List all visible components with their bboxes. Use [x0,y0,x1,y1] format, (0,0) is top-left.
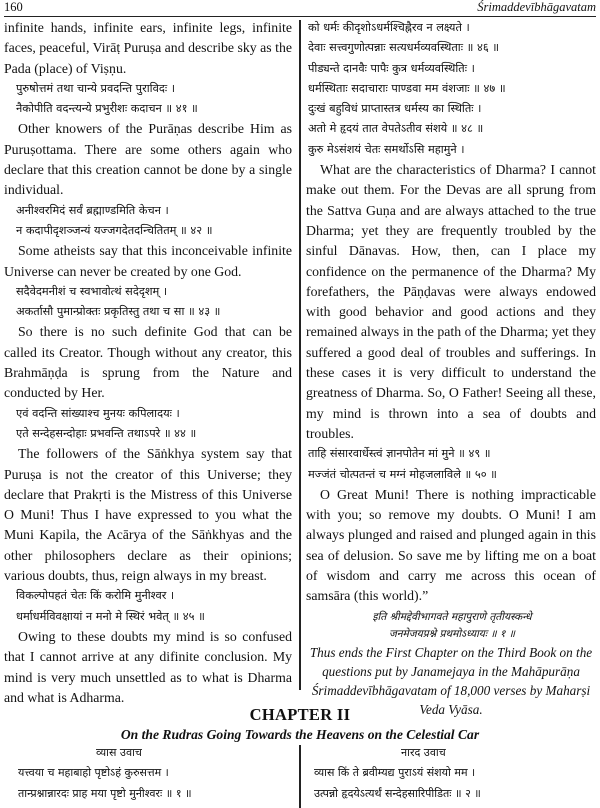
verse-line: तान्प्रश्नान्नारदः प्राह मया पृष्टो मुनीश्वरः ॥ १ ॥ [18,787,192,800]
paragraph: O Great Muni! There is nothing impracticable with you; so remove my doubts. O Muni! I am always plunged and raised and plunged again in this sea of delusion. So save me by lifting me on a boat of wisdom and carry me across this ocean of samsāra (this world).” [306,486,596,604]
verse-line: धर्माधर्मविवक्षायां न मनो मे स्थिरं भवेत् ॥ ४५ ॥ [16,609,205,623]
verse-line: सदैवेदमनीशं च स्वभावोत्थं सदेदृशम् । [16,284,168,298]
colophon-sanskrit: जनमेजयप्रश्ने प्रथमोऽध्यायः ॥ १ ॥ [388,627,516,640]
paragraph: What are the characteristics of Dharma? I cannot make out them. For the Devas are all sprung from the Sattva Guṇa and are always attached to the true Dharma; yet they are frequently troubled by the sinful Dānavas. How, then, can I place my confidence on the permanence of the Dharma? My forefathers, the Pāṇḍavas were always endowed with good behavior and good actions and they remained always in the path of the Dharma; yet they suffered a good deal of troubles and sufferings. In these cases it is very difficult to understand the greatness of Dharma. So, O Father! Seeing all these, my mind is thrown into a sea of doubts and troubles. [306,162,596,441]
verse-line: एते सन्देहसन्दोहाः प्रभवन्ति तथाऽपरे ॥ ४४ ॥ [16,426,197,440]
speaker-vyasa: व्यास उवाच [96,746,142,759]
verse-line: यत्त्वया च महाबाहो पृष्टोऽहं कुरुसत्तम । [18,766,169,779]
verse-line: नैकोपीति वदन्त्यन्ये प्रभुरीशः कदाचन ॥ ४१ ॥ [16,102,198,116]
verse-line: पुरुषोत्तमं तथा चान्ये प्रवदन्ति पुराविदः । [16,81,175,95]
verse-line: एवं वदन्ति सांख्याश्च मुनयः कपिलादयः । [16,406,180,420]
running-header [4,0,596,17]
verse-line: उत्पन्नो हृदयेऽत्यर्थं सन्देहसारिपीडितः ॥ २ ॥ [314,787,481,800]
column-divider [299,20,301,690]
right-column [306,18,596,719]
verse-line: को धर्मः कीदृशोऽधर्मश्चिह्नैरव न लक्ष्यते । [308,21,470,34]
verse-line: व्यास किं ते ब्रवीम्यद्य पुराऽयं संशयो मम । [314,766,476,779]
verse-line: पीड्यन्ते दानवैः पापैः कुत्र धर्मव्यवस्थितिः । [308,61,475,75]
paragraph: Other knowers of the Purāṇas describe Him as Puruṣottama. There are some others again who declare that this creation cannot be done by a single individual. [4,121,292,198]
colophon [306,609,596,720]
paragraph: The followers of the Sāṅkhya system say that Puruṣa is not the creator of this Universe; they declare that Prakṛti is the Mistress of this Universe O Muni! Thus I have expressed to you what the Muni Kapila, the Acārya of the Sāṅkhyas and the other philosophers declare as their opinions; various doubts, thus, reign always in my breast. [4,446,292,584]
running-title: Śrimaddevībhāgavatam [477,0,596,14]
verse-line: अकर्तासौ पुमान्प्रोक्तः प्रकृतिस्तु तथा च सा ॥ ४३ ॥ [16,305,221,319]
verse-line: कुरु मेऽसंशयं चेतः समर्थोऽसि महामुने । [308,142,465,156]
paragraph: infinite hands, infinite ears, infinite legs, infinite faces, peaceful, Virāṭ Puruṣa and describe sky as the Pada (place) of Viṣṇu. [4,20,292,76]
colophon-sanskrit: इति श्रीमद्देवीभागवते महापुराणे तृतीयस्कन्धे [372,610,532,623]
verse-line: दुःखं बहुविधं प्राप्तास्तत्र धर्मस्य का स्थितिः । [308,102,482,116]
verse-line: न कदापीदृशञ्जन्यं यज्जगदेतदन्चितितम् ॥ ४२ ॥ [16,223,213,237]
verse-line: मज्जंतं चोत्पतन्तं च मग्नं मोहजलाविले ॥ ५० ॥ [308,467,497,481]
chapter-heading: CHAPTER II [249,705,351,724]
colophon-english: Thus ends the First Chapter on the Third Book on the questions put by Janamejaya in the Mahāpurāṇa Śrimaddevībhāgavatam of 18,000 verses by Maharṣi Veda Vyāsa. [309,644,593,718]
verse-line: विकल्पोपहतं चेतः किं करोमि मुनीश्वर । [16,589,175,603]
paragraph: Some atheists say that this inconceivable infinite Universe can never be created by one God. [4,243,292,279]
chapter-subtitle: On the Rudras Going Towards the Heavens on the Celestial Car [120,727,480,742]
column-divider-bottom [299,745,301,808]
verse-line: अतो मे हृदयं तात वेपतेऽतीव संशये ॥ ४८ ॥ [308,122,484,136]
verse-line: ताहि संसारवार्धेस्त्वं ज्ञानपोतेन मां मुने ॥ ४९ ॥ [308,447,491,461]
verse-line: देवाः सत्त्वगुणोत्पन्नाः सत्यधर्मव्यवस्थिताः ॥ ४६ ॥ [308,41,500,55]
verse-line: धर्मस्थिताः सदाचाराः पाण्डवा मम वंशजाः ॥ ४७ ॥ [308,81,506,95]
verse-line: अनीश्वरमिदं सर्वं ब्रह्माण्डमिति केचन । [16,203,169,217]
paragraph: So there is no such definite God that can be called its Creator. Though without any creator, this Brahmāṇḍa is sprung from the Nature and conducted by Her. [4,324,292,401]
speaker-narada: नारद उवाच [401,746,446,759]
paragraph: Owing to these doubts my mind is so confused that I cannot arrive at any difinite conclusion. My mind is very much unsettled as to what is Dharma and what is Adharma. [4,628,292,705]
page-number: 160 [4,0,23,14]
left-column [4,18,292,708]
